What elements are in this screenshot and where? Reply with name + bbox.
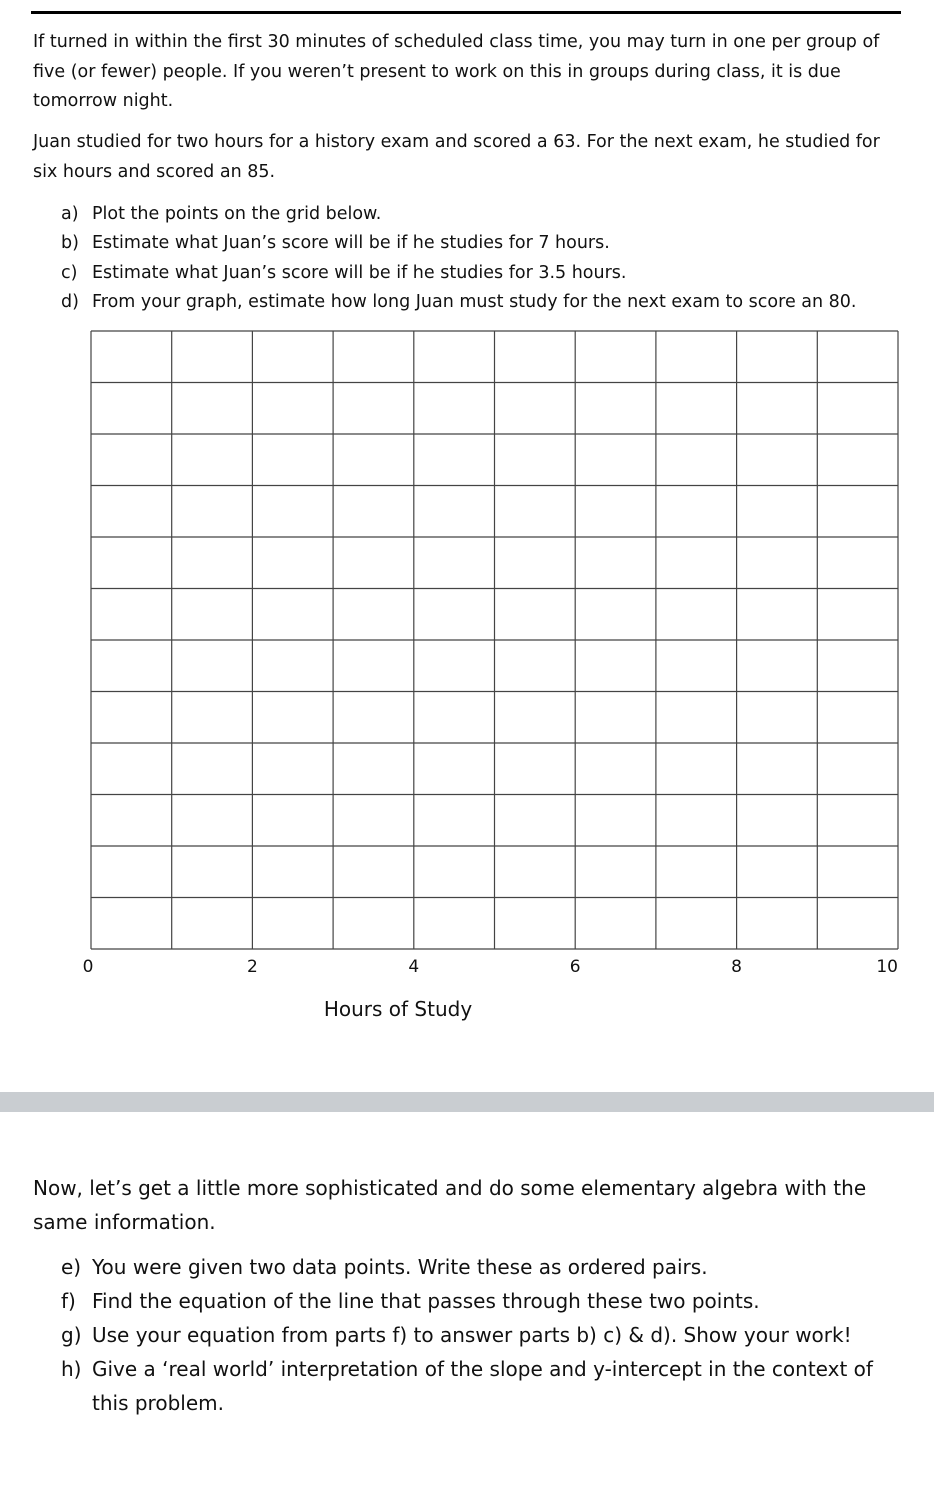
question-label: g) <box>61 1323 82 1347</box>
question-label: c) <box>61 262 78 283</box>
instructions-text: If turned in within the first 30 minutes of scheduled class time, you may turn in one per group of five (or fewer) people. If you weren’t present to work on this in groups during class, it is due tomorrow night. <box>33 32 880 111</box>
question-label: b) <box>61 233 79 254</box>
question-text: You were given two data points. Write these as ordered pairs. <box>92 1255 708 1279</box>
question-item <box>61 1250 911 1284</box>
question-text: Plot the points on the grid below. <box>92 204 382 224</box>
x-tick-label: 8 <box>731 957 743 977</box>
question-label: a) <box>61 204 79 224</box>
question-text: Use your equation from parts f) to answer parts b) c) & d). Show your work! <box>92 1323 852 1347</box>
x-tick-label: 6 <box>569 957 581 977</box>
question-item <box>61 1284 911 1318</box>
question-label: h) <box>61 1357 82 1381</box>
question-text: Estimate what Juan’s score will be if he studies for 7 hours. <box>92 233 610 254</box>
question-item <box>61 1352 911 1420</box>
question-label: e) <box>61 1255 82 1279</box>
question-list-part2 <box>61 1250 911 1420</box>
x-tick-label: 10 <box>876 957 898 977</box>
question-text: Give a ‘real world’ interpretation of the slope and y-intercept in the context of this problem. <box>92 1357 873 1415</box>
question-text: Estimate what Juan’s score will be if he studies for 3.5 hours. <box>92 262 627 283</box>
question-label: f) <box>61 1289 76 1313</box>
section-divider <box>0 1092 934 1112</box>
part2-intro-text: Now, let’s get a little more sophisticated and do some elementary algebra with the same information. <box>33 1176 867 1234</box>
problem-statement: Juan studied for two hours for a history exam and scored a 63. For the next exam, he studied for six hours and scored an 85. <box>33 132 880 182</box>
x-tick-label: 0 <box>82 957 94 977</box>
x-tick-label: 2 <box>246 957 258 977</box>
question-label: d) <box>61 291 79 312</box>
question-text: From your graph, estimate how long Juan must study for the next exam to score an 80. <box>92 291 857 312</box>
question-item <box>61 1318 911 1352</box>
question-text: Find the equation of the line that passes through these two points. <box>92 1289 760 1313</box>
x-axis-label: Hours of Study <box>323 997 473 1021</box>
x-tick-label: 4 <box>408 957 420 977</box>
